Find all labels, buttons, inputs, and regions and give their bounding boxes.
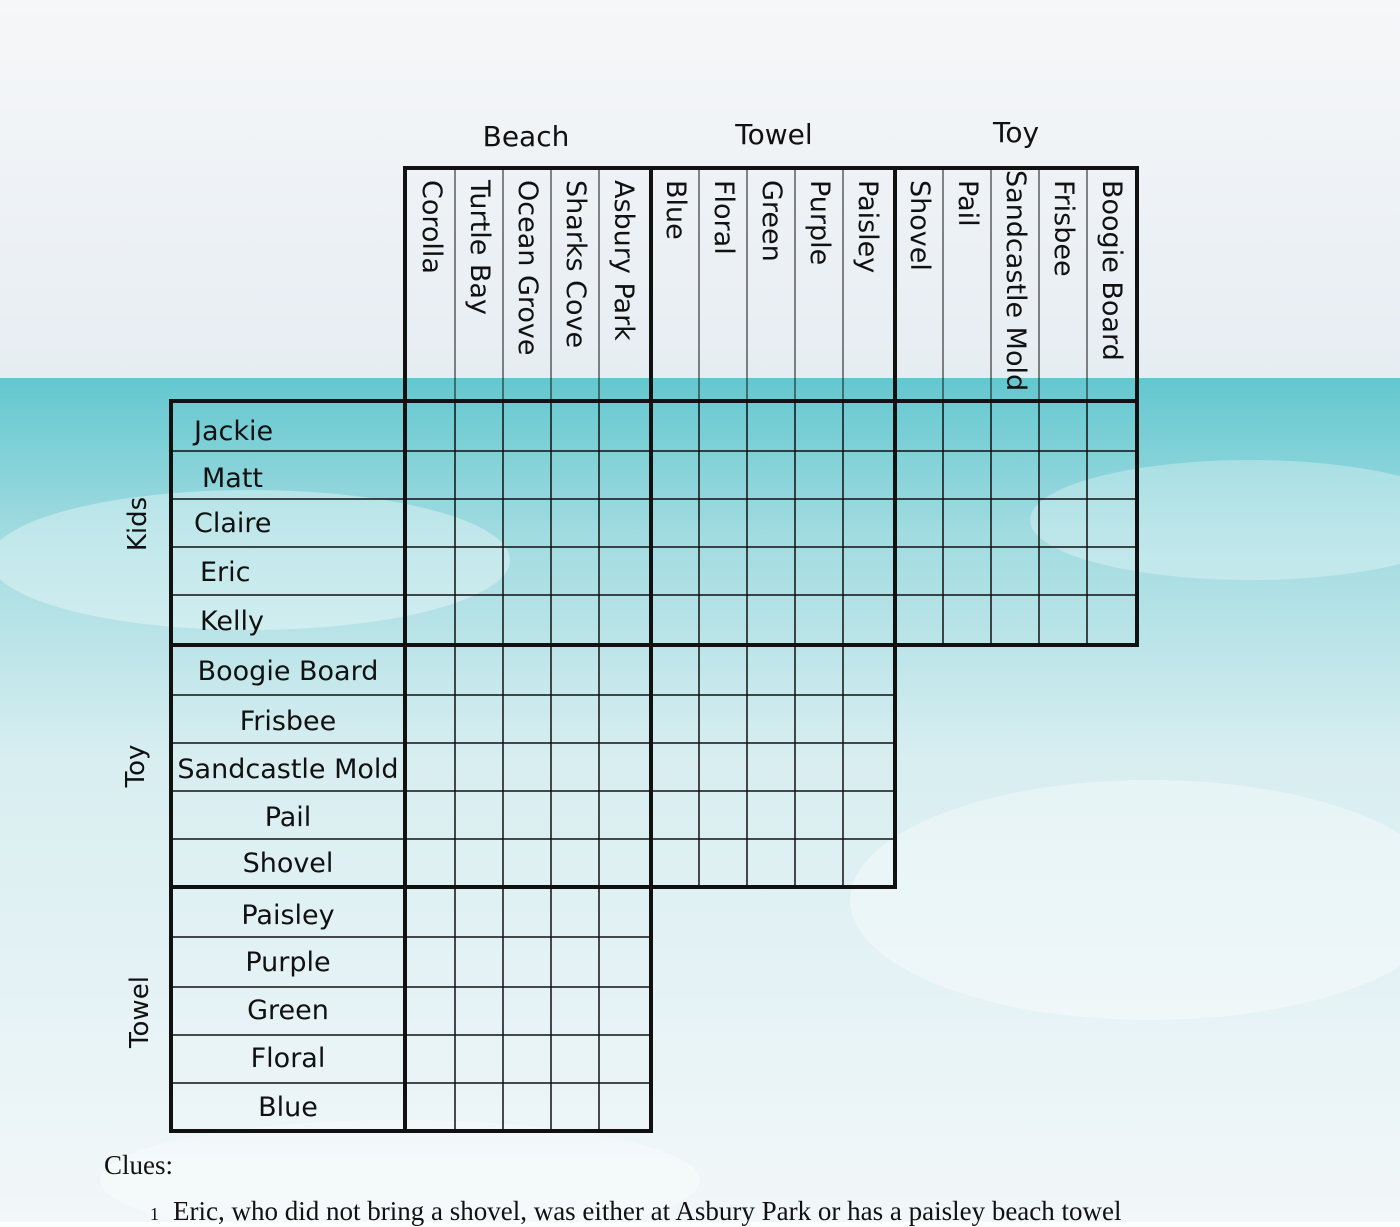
grid-cell[interactable] (653, 453, 697, 497)
grid-cell[interactable] (1041, 597, 1085, 643)
grid-cell[interactable] (457, 793, 501, 837)
grid-cell[interactable] (601, 1085, 649, 1129)
grid-cell[interactable] (749, 697, 793, 741)
grid-cell[interactable] (749, 745, 793, 789)
grid-cell[interactable] (701, 841, 745, 885)
grid-cell[interactable] (601, 745, 649, 789)
grid-cell[interactable] (505, 453, 549, 497)
col-header-blue: Blue (660, 180, 691, 240)
grid-cell[interactable] (457, 697, 501, 741)
grid-cell[interactable] (701, 647, 745, 693)
row-label-pail: Pail (264, 802, 312, 833)
grid-cell[interactable] (993, 549, 1037, 593)
grid-cell[interactable] (505, 549, 549, 593)
grid-cell[interactable] (797, 453, 841, 497)
grid-cell[interactable] (407, 889, 453, 935)
group-heading-towel-side: Towel (125, 976, 155, 1048)
group-heading-toy: Toy (992, 116, 1040, 149)
grid-cell[interactable] (457, 889, 501, 935)
grid-cell[interactable] (505, 1085, 549, 1129)
grid-cell[interactable] (457, 1037, 501, 1081)
grid-cell[interactable] (407, 647, 453, 693)
group-heading-kids: Kids (123, 496, 153, 552)
clue-text: Eric, who did not bring a shovel, was either at Asbury Park or has a paisley beach towel (173, 1196, 1122, 1226)
row-label-jackie: Jackie (194, 416, 274, 447)
grid-cell[interactable] (505, 1037, 549, 1081)
row-label-paisley: Paisley (241, 900, 335, 931)
grid-cell[interactable] (505, 745, 549, 789)
grid-cell[interactable] (897, 501, 941, 545)
grid-cell[interactable] (457, 597, 501, 643)
grid-cell[interactable] (407, 697, 453, 741)
grid-cell[interactable] (797, 647, 841, 693)
grid-cell[interactable] (945, 501, 989, 545)
grid-cell[interactable] (993, 403, 1037, 449)
grid-cell[interactable] (1089, 549, 1135, 593)
grid-cell[interactable] (407, 453, 453, 497)
col-header-turtle-bay: Turtle Bay (464, 180, 495, 315)
grid-cell[interactable] (601, 939, 649, 985)
grid-cell[interactable] (797, 841, 841, 885)
grid-cell[interactable] (701, 501, 745, 545)
grid-cell[interactable] (1041, 403, 1085, 449)
grid-cell[interactable] (601, 403, 649, 449)
grid-cell[interactable] (407, 597, 453, 643)
grid-cell[interactable] (845, 453, 893, 497)
grid-cell[interactable] (749, 597, 793, 643)
grid-cell[interactable] (845, 597, 893, 643)
grid-cell[interactable] (845, 501, 893, 545)
grid-cell[interactable] (845, 403, 893, 449)
col-header-corolla: Corolla (416, 180, 447, 274)
row-label-floral: Floral (250, 1043, 326, 1074)
grid-cell[interactable] (749, 403, 793, 449)
col-header-frisbee: Frisbee (1048, 180, 1079, 277)
grid-cell[interactable] (457, 989, 501, 1033)
grid-cell[interactable] (407, 403, 453, 449)
grid-cell[interactable] (601, 1037, 649, 1081)
grid-cell[interactable] (407, 1085, 453, 1129)
grid-cell[interactable] (845, 697, 893, 741)
grid-cell[interactable] (505, 841, 549, 885)
grid-cell[interactable] (553, 453, 597, 497)
grid-cell[interactable] (553, 939, 597, 985)
grid-cell[interactable] (897, 597, 941, 643)
grid-cell[interactable] (407, 745, 453, 789)
row-label-claire: Claire (194, 508, 272, 539)
grid-cell[interactable] (601, 549, 649, 593)
row-label-boogie-board: Boogie Board (197, 656, 379, 687)
grid-cell[interactable] (553, 549, 597, 593)
grid-cell[interactable] (845, 745, 893, 789)
grid-cell[interactable] (553, 597, 597, 643)
grid-cell[interactable] (601, 647, 649, 693)
col-header-shovel: Shovel (904, 180, 935, 271)
grid-cell[interactable] (407, 549, 453, 593)
grid-cell[interactable] (553, 647, 597, 693)
grid-cell[interactable] (601, 889, 649, 935)
clues-title: Clues: (104, 1150, 174, 1180)
row-label-blue: Blue (258, 1092, 318, 1123)
col-header-sharks-cove: Sharks Cove (560, 180, 591, 349)
grid-cell[interactable] (653, 697, 697, 741)
grid-cell[interactable] (945, 453, 989, 497)
clue-item (150, 1196, 1122, 1227)
grid-cell[interactable] (1041, 453, 1085, 497)
grid-cell[interactable] (1089, 403, 1135, 449)
grid-cell[interactable] (797, 597, 841, 643)
group-heading-towel: Towel (735, 118, 813, 151)
grid-cell[interactable] (653, 647, 697, 693)
grid-cell[interactable] (945, 549, 989, 593)
grid-cell[interactable] (653, 745, 697, 789)
grid-cell[interactable] (407, 501, 453, 545)
grid-cell[interactable] (553, 1037, 597, 1081)
grid-cell[interactable] (505, 889, 549, 935)
grid-cell[interactable] (845, 841, 893, 885)
grid-cell[interactable] (601, 501, 649, 545)
group-heading-toy-side: Toy (121, 744, 151, 788)
row-label-matt: Matt (202, 463, 264, 494)
grid-cell[interactable] (601, 989, 649, 1033)
grid-cell[interactable] (601, 453, 649, 497)
grid-cell[interactable] (553, 403, 597, 449)
grid-cell[interactable] (407, 989, 453, 1033)
grid-cell[interactable] (505, 403, 549, 449)
grid-cell[interactable] (945, 403, 989, 449)
col-header-green: Green (756, 180, 787, 262)
row-label-frisbee: Frisbee (239, 706, 337, 737)
grid-cell[interactable] (553, 745, 597, 789)
grid-cell[interactable] (505, 597, 549, 643)
grid-cell[interactable] (797, 697, 841, 741)
grid-cell[interactable] (701, 403, 745, 449)
grid-cell[interactable] (601, 597, 649, 643)
grid-cell[interactable] (749, 549, 793, 593)
grid-cell[interactable] (653, 841, 697, 885)
grid-cell[interactable] (653, 501, 697, 545)
grid-cell[interactable] (797, 501, 841, 545)
col-header-ocean-grove: Ocean Grove (512, 180, 543, 356)
grid-cell[interactable] (797, 403, 841, 449)
grid-cell[interactable] (749, 453, 793, 497)
row-label-sandcastle-mold: Sandcastle Mold (177, 754, 399, 785)
grid-cell[interactable] (701, 597, 745, 643)
row-label-eric: Eric (200, 557, 251, 588)
grid-cell[interactable] (457, 1085, 501, 1129)
grid-cell[interactable] (457, 403, 501, 449)
grid-cell[interactable] (553, 1085, 597, 1129)
col-header-purple: Purple (804, 180, 835, 266)
grid-cell[interactable] (845, 647, 893, 693)
grid-cell[interactable] (897, 403, 941, 449)
row-label-kelly: Kelly (200, 606, 264, 637)
grid-cell[interactable] (553, 793, 597, 837)
grid-cell[interactable] (993, 453, 1037, 497)
grid-cell[interactable] (457, 841, 501, 885)
grid-cell[interactable] (701, 697, 745, 741)
grid-cell[interactable] (505, 647, 549, 693)
grid-cell[interactable] (457, 549, 501, 593)
col-header-asbury-park: Asbury Park (608, 180, 639, 341)
row-label-green: Green (247, 995, 329, 1026)
grid-cell[interactable] (1041, 549, 1085, 593)
grid-cell[interactable] (1041, 501, 1085, 545)
grid-cell[interactable] (897, 453, 941, 497)
col-header-sandcastle-mold: Sandcastle Mold (1000, 170, 1031, 392)
grid-cell[interactable] (653, 549, 697, 593)
grid-cell[interactable] (457, 939, 501, 985)
grid-cell[interactable] (407, 841, 453, 885)
grid-cell[interactable] (553, 697, 597, 741)
grid-cell[interactable] (601, 841, 649, 885)
grid-cell[interactable] (1089, 597, 1135, 643)
grid-cell[interactable] (945, 597, 989, 643)
grid-cell[interactable] (553, 989, 597, 1033)
grid-cell[interactable] (701, 793, 745, 837)
grid-cell[interactable] (797, 793, 841, 837)
grid-cell[interactable] (653, 403, 697, 449)
grid-cell[interactable] (701, 745, 745, 789)
grid-cell[interactable] (993, 597, 1037, 643)
grid-cell[interactable] (553, 889, 597, 935)
row-label-purple: Purple (245, 947, 331, 978)
grid-cell[interactable] (749, 647, 793, 693)
grid-cell[interactable] (653, 597, 697, 643)
grid-cell[interactable] (407, 1037, 453, 1081)
grid-cell[interactable] (505, 697, 549, 741)
grid-cell[interactable] (797, 745, 841, 789)
grid-cell[interactable] (653, 793, 697, 837)
grid-cell[interactable] (505, 939, 549, 985)
col-header-floral: Floral (708, 180, 739, 255)
grid-cell[interactable] (845, 793, 893, 837)
grid-cell[interactable] (993, 501, 1037, 545)
col-header-pail: Pail (952, 180, 983, 227)
col-header-boogie-board: Boogie Board (1096, 180, 1127, 361)
grid-cell[interactable] (457, 501, 501, 545)
grid-cell[interactable] (407, 793, 453, 837)
grid-cell[interactable] (601, 793, 649, 837)
grid-cell[interactable] (701, 453, 745, 497)
grid-cell[interactable] (701, 549, 745, 593)
grid-cell[interactable] (749, 501, 793, 545)
grid-cell[interactable] (1089, 453, 1135, 497)
grid-cell[interactable] (845, 549, 893, 593)
grid-cell[interactable] (457, 647, 501, 693)
grid-cell[interactable] (553, 841, 597, 885)
grid-cell[interactable] (797, 549, 841, 593)
grid-cell[interactable] (749, 841, 793, 885)
grid-cell[interactable] (505, 501, 549, 545)
clue-number: 1 (150, 1204, 159, 1224)
grid-cell[interactable] (897, 549, 941, 593)
grid-cell[interactable] (407, 939, 453, 985)
grid-cell[interactable] (457, 745, 501, 789)
grid-cell[interactable] (457, 453, 501, 497)
col-header-paisley: Paisley (852, 180, 883, 274)
grid-cell[interactable] (505, 989, 549, 1033)
grid-cell[interactable] (749, 793, 793, 837)
row-label-shovel: Shovel (242, 848, 334, 879)
grid-cell[interactable] (1089, 501, 1135, 545)
group-heading-beach: Beach (482, 120, 570, 153)
grid-cell[interactable] (553, 501, 597, 545)
grid-cell[interactable] (601, 697, 649, 741)
grid-cell[interactable] (505, 793, 549, 837)
